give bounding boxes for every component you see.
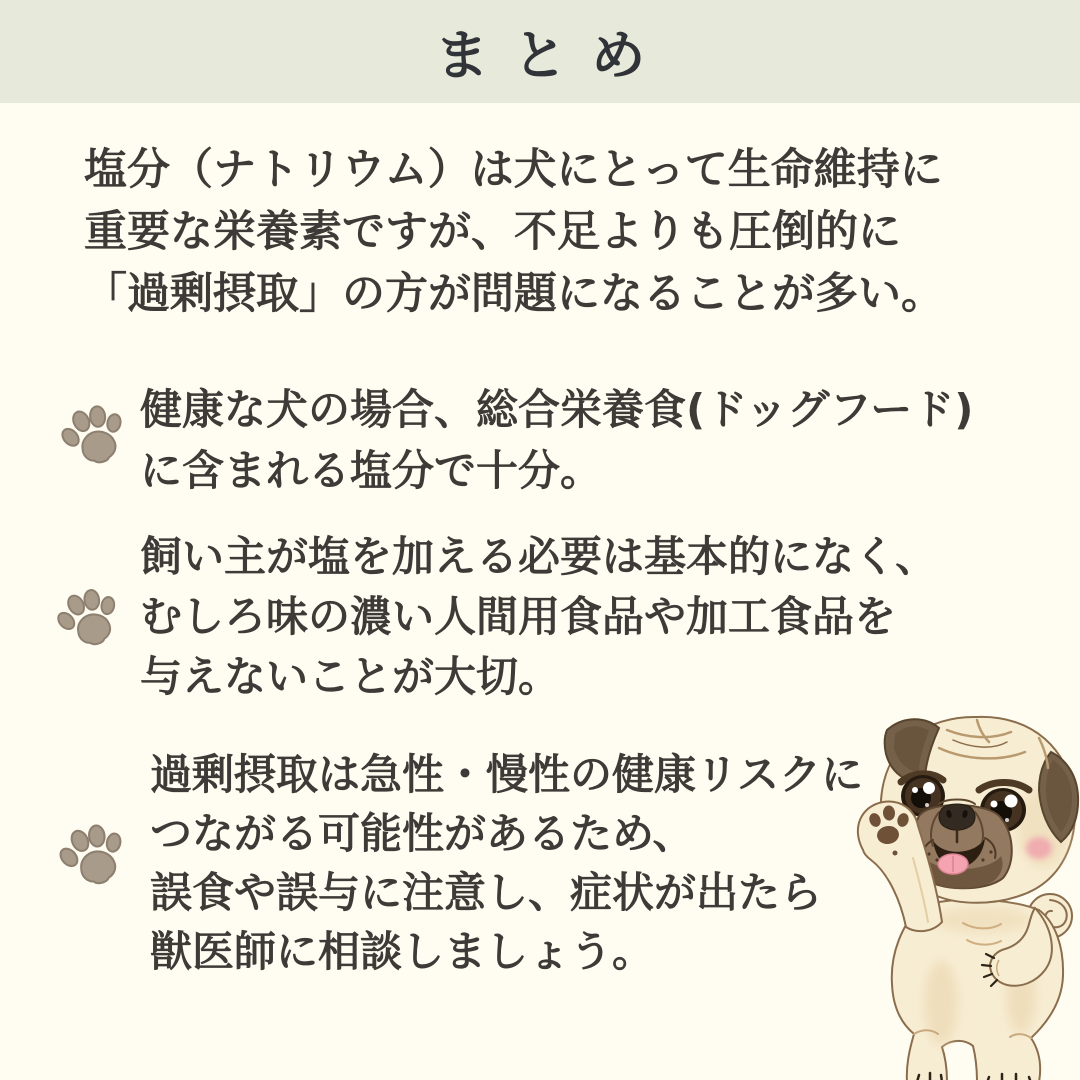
paw-icon	[48, 813, 133, 898]
bullet-line: 誤食や誤与に注意し、症状が出たら	[150, 868, 823, 917]
bullet-item	[140, 527, 937, 707]
paw-icon	[45, 577, 127, 659]
intro-line: 「過剰摂取」の方が問題になることが多い。	[84, 269, 944, 319]
bullet-item	[150, 745, 863, 981]
page-title: まとめ	[434, 24, 670, 87]
bullet-line: 健康な犬の場合、総合栄養食(ドッグフード)	[140, 385, 974, 434]
bullet-line: に含まれる塩分で十分。	[140, 446, 603, 495]
intro-line: 塩分（ナトリウム）は犬にとって生命維持に	[84, 145, 943, 195]
intro-paragraph	[84, 139, 944, 325]
bullet-line: 与えないことが大切。	[140, 652, 561, 701]
paw-icon	[50, 394, 132, 476]
bullet-line: 獣医師に相談しましょう。	[150, 927, 655, 976]
pug-illustration	[843, 708, 1080, 1080]
bullet-line: 飼い主が塩を加える必要は基本的になく、	[140, 532, 938, 581]
intro-line: 重要な栄養素ですが、不足よりも圧倒的に	[84, 207, 901, 257]
bullet-line: むしろ味の濃い人間用食品や加工食品を	[140, 592, 897, 641]
bullet-item	[140, 379, 973, 501]
header-band	[0, 0, 1080, 103]
bullet-line: 過剰摂取は急性・慢性の健康リスクに	[150, 750, 864, 799]
bullet-line: つながる可能性があるため、	[150, 809, 695, 858]
